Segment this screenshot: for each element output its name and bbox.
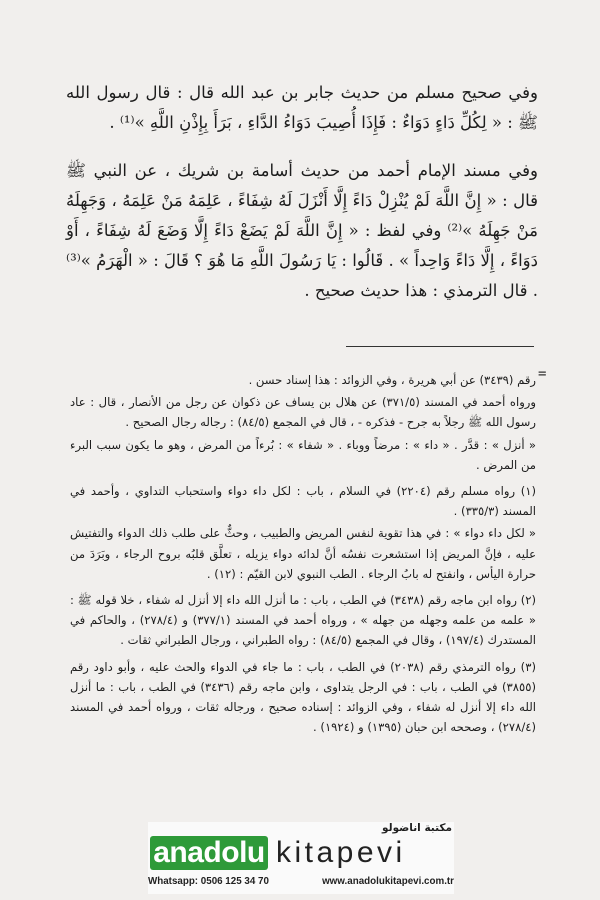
publisher-contact (148, 876, 454, 887)
publisher-arabic-name: مكتبة اناضولو (382, 822, 452, 834)
footnote-gloss: « أنزل » : قدَّر . « داء » : مرضاً ووباء . « شفاء » : بُرءاً من المرض ، وهو ما يكون سبب البرء من المرض . (70, 437, 536, 472)
footnote-continued-line: رقم (٣٤٣٩) عن أبي هريرة ، وفي الزوائد : هذا إسناد حسن . (248, 373, 536, 387)
publisher-banner (148, 822, 454, 894)
footnotes (70, 370, 536, 739)
paragraph-usama-hadith: وفي مسند الإمام أحمد من حديث أسامة بن شريك ، عن النبي ﷺ قال : « إِنَّ اللَّهَ لَمْ يُنْزِلْ دَاءً إِلَّا أَنْزَلَ لَهُ شِفَاءً ، عَلِمَهُ مَنْ عَلِمَهُ ، وَجَهِلَهُ مَنْ جَهِلَهُ »⁽²⁾ وفي لفظ : « إِنَّ اللَّهَ لَمْ يَضَعْ دَاءً إِلَّا وَضَعَ لَهُ شِفَاءً ، أَوْ دَوَاءً ، إِلَّا دَاءً وَاحِداً » . قَالُوا : يَا رَسُولَ اللَّهِ مَا هُوَ ؟ قَالَ : « الْهَرَمُ »⁽³⁾ . قال الترمذي : هذا حديث صحيح . (66, 161, 538, 300)
footnote-2: (٢) رواه ابن ماجه رقم (٣٤٣٨) في الطب ، باب : ما أنزل الله داء إلا أنزل له شفاء ، خلا قوله ﷺ : « علمه من علمه وجهله من جهله » ، ورواه أحمد في المسند (٣٧٧/١) و (٢٧٨/٤) ، والحاكم في المستدرك (١٩٧/٤) ، وقال في المجمع (٨٤/٥) : رواه الطبراني ، ورجال الطبراني ثقات . (70, 593, 536, 648)
main-text (66, 78, 538, 306)
publisher-logo-anadolu: anadolu (150, 836, 268, 870)
publisher-logo-kitapevi: kitapevi (276, 836, 406, 869)
paragraph-jabir-hadith: وفي صحيح مسلم من حديث جابر بن عبد الله قال : قال رسول الله ﷺ : « لِكُلِّ دَاءٍ دَوَاءٌ : فَإِذَا أُصِيبَ دَوَاءُ الدَّاءِ ، بَرَأَ بِإِذْنِ اللَّهِ »⁽¹⁾ . (66, 83, 538, 132)
footnote-1-commentary: « لكل داء دواء » : في هذا تقوية لنفس المريض والطبيب ، وحثٌّ على طلب ذلك الدواء والتفتيش عليه ، فإنَّ المريض إذا استشعرت نفسُه أنَّ لدائه دواء يزيله ، تعلَّق قلبُه بروح الرجاء ، وبَرَدَ من حرارة اليأس ، وانفتح له بابُ الرجاء . الطب النبوي لابن القيّم : (١٢) . (70, 526, 536, 581)
whatsapp-number: Whatsapp: 0506 125 34 70 (148, 876, 269, 887)
footnote-1: (١) رواه مسلم رقم (٢٢٠٤) في السلام ، باب : لكل داء دواء واستحباب التداوي ، وأحمد في المسند (٣٣٥/٣) . (70, 484, 536, 519)
footnote-3: (٣) رواه الترمذي رقم (٢٠٣٨) في الطب ، باب : ما جاء في الدواء والحث عليه ، وأبو داود رقم (٣٨٥٥) في الطب ، باب : في الرجل يتداوى ، وابن ماجه رقم (٣٤٣٦) في الطب ، باب : ما أنزل الله داء إلا أنزل له شفاء ، وفي الزوائد : إسناده صحيح ، ورجاله ثقات ، ورواه أحمد في المسند (٢٧٨/٤) ، وصححه ابن حبان (١٣٩٥) و (١٩٢٤) . (70, 659, 536, 735)
footnote-separator (346, 346, 534, 347)
publisher-website: www.anadolukitapevi.com.tr (322, 876, 454, 887)
continuation-marker: = (538, 366, 547, 382)
footnote-continued-ahmad: ورواه أحمد في المسند (٣٧١/٥) عن هلال بن يساف عن ذكوان عن رجل من الأنصار ، قال : عاد رسول الله ﷺ رجلاً به جرح - فذكره - ، قال في المجمع (٨٤/٥) : رجاله رجال الصحيح . (70, 395, 537, 430)
